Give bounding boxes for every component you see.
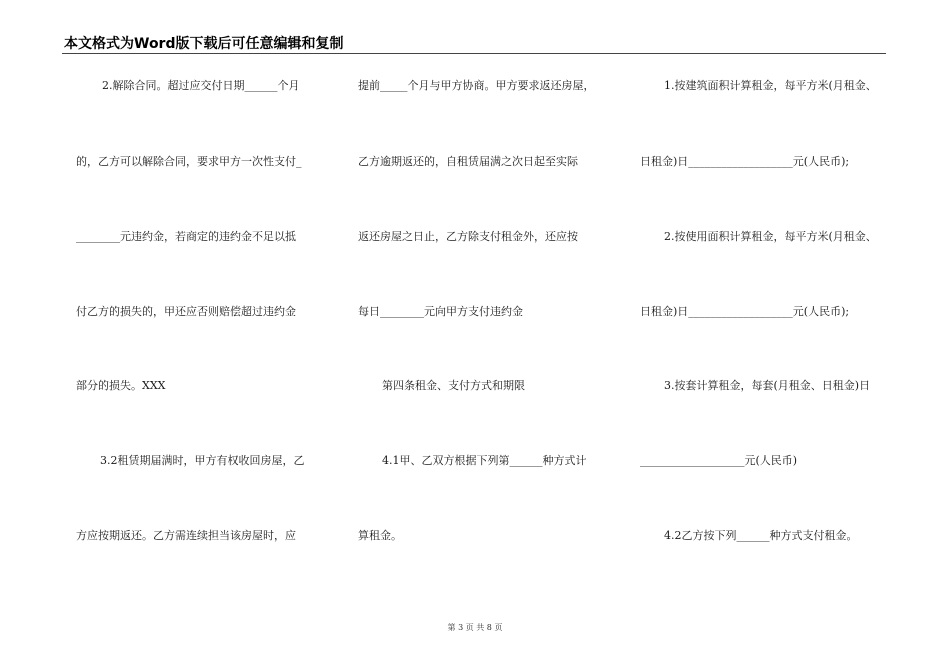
paragraph-line: 3.2租赁期届满时，甲方有权收回房屋，乙 [100, 454, 305, 467]
paragraph-line: 算租金。 [358, 529, 402, 542]
section-heading: 第四条租金、支付方式和期限 [382, 379, 525, 392]
paragraph-line: 日租金)日___________________元(人民币); [640, 155, 850, 168]
paragraph-line: ___________________元(人民币) [640, 454, 798, 467]
paragraph-line: 4.1甲、乙双方根据下列第______种方式计 [382, 454, 587, 467]
paragraph-line: 的，乙方可以解除合同，要求甲方一次性支付_ [76, 155, 302, 168]
document-title: 本文格式为Word版下载后可任意编辑和复制 [64, 36, 344, 52]
paragraph-line: 2.解除合同。超过应交付日期______个月 [102, 79, 300, 92]
text-column-1 [76, 0, 336, 672]
paragraph-line: 部分的损失。XXX [76, 379, 166, 392]
paragraph-line: 1.按建筑面积计算租金，每平方米(月租金、 [664, 79, 877, 92]
paragraph-line: 3.按套计算租金，每套(月租金、日租金)日 [664, 379, 871, 392]
paragraph-line: ________元违约金，若商定的违约金不足以抵 [76, 230, 296, 243]
paragraph-line: 提前_____个月与甲方协商。甲方要求返还房屋， [358, 79, 595, 92]
text-column-2 [358, 0, 628, 672]
paragraph-line: 方应按期返还。乙方需连续担当该房屋时，应 [76, 529, 296, 542]
paragraph-line: 每日________元向甲方支付违约金 [358, 305, 523, 318]
paragraph-line: 返还房屋之日止，乙方除支付租金外，还应按 [358, 230, 578, 243]
paragraph-line: 4.2乙方按下列______种方式支付租金。 [664, 529, 858, 542]
paragraph-line: 付乙方的损失的，甲还应否则赔偿超过违约金 [76, 305, 296, 318]
paragraph-line: 2.按使用面积计算租金，每平方米(月租金、 [664, 230, 877, 243]
page-number: 第 3 页 共 8 页 [447, 623, 503, 632]
paragraph-line: 日租金)日___________________元(人民币); [640, 305, 850, 318]
paragraph-line: 乙方逾期返还的，自租赁届满之次日起至实际 [358, 155, 578, 168]
text-column-3 [640, 0, 890, 672]
